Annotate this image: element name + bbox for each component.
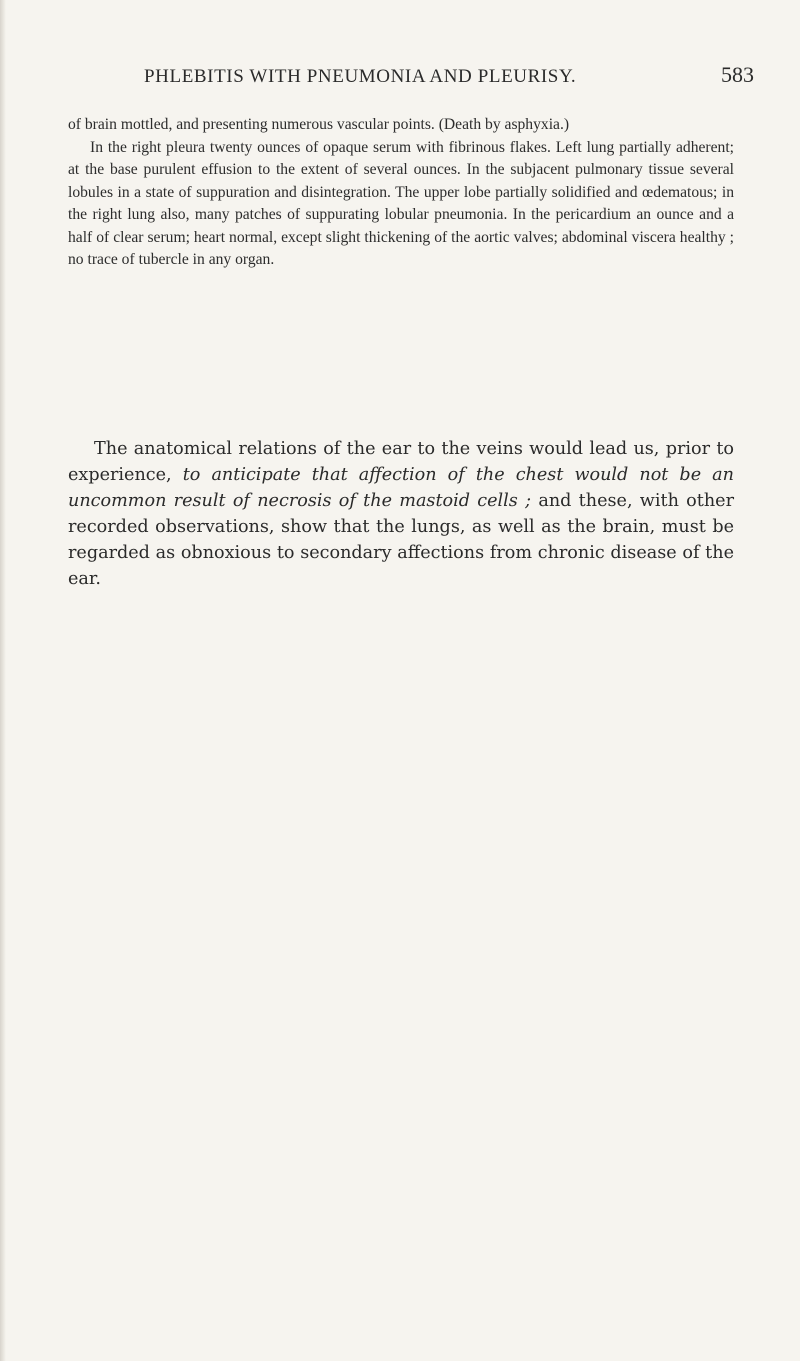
main-paragraph-part-3: and these, with other recorded observations, show that the lungs, as well as the brain, must be regarded as obnoxious to secondary affections from chronic disease of the ear. bbox=[68, 491, 734, 589]
case-notes bbox=[68, 114, 734, 272]
page-number: 583 bbox=[721, 62, 754, 87]
main-paragraph-part-1: The anatomical relations of the ear to the veins would lead us, prior to experience, bbox=[68, 439, 734, 485]
main-paragraph-italic: to anticipate that affection of the chest would not be an uncommon result of necrosis of the mastoid cells ; bbox=[68, 465, 734, 511]
case-notes-paragraph: In the right pleura twenty ounces of opaque serum with fibrinous flakes. Left lung partially adherent; at the base purulent effusion to the extent of several ounces. In the subjacent pulmonary tissue several lobules in a state of suppuration and disintegration. The upper lobe partially solidified and œdematous; in the right lung also, many patches of suppurating lobular pneumonia. In the pericardium an ounce and a half of clear serum; heart normal, except slight thickening of the aortic valves; abdominal viscera healthy ; no trace of tubercle in any organ. bbox=[68, 138, 734, 268]
case-notes-continuation: of brain mottled, and presenting numerous vascular points. (Death by asphyxia.) bbox=[68, 116, 570, 133]
main-paragraph-text bbox=[68, 436, 734, 592]
main-paragraph bbox=[68, 436, 734, 592]
running-head: PHLEBITIS WITH PNEUMONIA AND PLEURISY. bbox=[144, 66, 577, 87]
binding-edge bbox=[0, 0, 6, 1361]
page-header bbox=[68, 60, 758, 90]
